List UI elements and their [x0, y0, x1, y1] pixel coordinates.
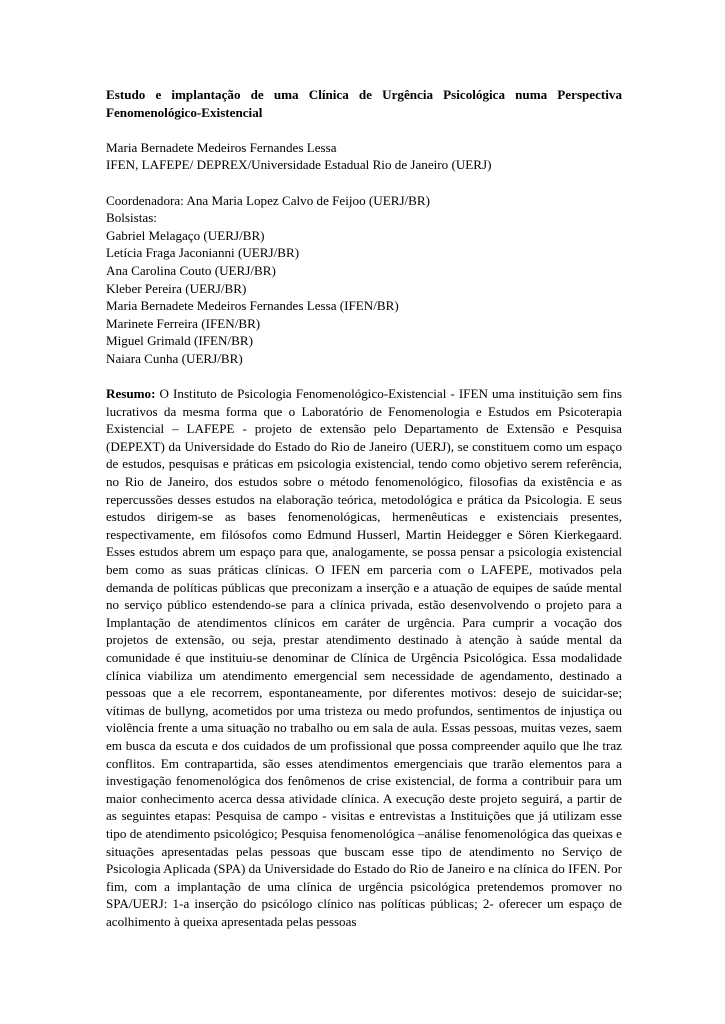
- scholar-item: Kleber Pereira (UERJ/BR): [106, 280, 247, 296]
- team-block: [106, 192, 622, 368]
- spacer: [106, 121, 622, 139]
- scholar-item: Gabriel Melagaço (UERJ/BR): [106, 227, 265, 243]
- spacer: [106, 174, 622, 192]
- author-name: Maria Bernadete Medeiros Fernandes Lessa: [106, 139, 337, 155]
- spacer: [106, 368, 622, 386]
- abstract-label: Resumo:: [106, 386, 156, 402]
- author-affiliation: IFEN, LAFEPE/ DEPREX/Universidade Estadual Rio de Janeiro (UERJ): [106, 157, 492, 173]
- abstract-text: O Instituto de Psicologia Fenomenológico-Existencial - IFEN uma instituição sem fins lucrativos da mesma forma que o Laboratório de Fenomenologia e Estudos em Psicoterapia Existencial – LAFEPE - projeto de extensão pelo Departamento de Extensão e Pesquisa (DEPEXT) da Universidade do Estado do Rio de Janeiro (UERJ), se constituem como um espaço de estudos, pesquisas e práticas em psicologia existencial, tendo como objetivo serem referência, no Rio de Janeiro, dos estudos sobre o método fenomenológico, filosofias da existência e as repercussões desses estudos na elaboração teórica, metodológica e prática da Psicologia. E seus estudos dirigem-se as bases fenomenológicas, hermenêuticas e existenciais presentes, respectivamente, em filósofos como Edmund Husserl, Martin Heidegger e Sören Kierkegaard. Esses estudos abrem um espaço para que, analogamente, se possa pensar a psicologia existencial bem como as suas práticas clínicas. O IFEN em parceria com o LAFEPE, motivados pela demanda de políticas públicas que preconizam a inserção e a atuação de equipes de saúde mental no serviço público estendendo-se para a clínica privada, estão desenvolvendo o projeto para a Implantação de atendimentos clínicos em caráter de urgência. Para cumprir a vocação dos projetos de extensão, ou seja, prestar atendimento destinado à atenção à saúde mental da comunidade é que instituiu-se denominar de Clínica de Urgência Psicológica. Essa modalidade clínica viabiliza um atendimento emergencial sem necessidade de agendamento, destinado a pessoas que a ele recorrem, espontaneamente, por diferentes motivos: desejo de suicidar-se; vítimas de bullyng, acometidos por uma tristeza ou medo profundos, sentimentos de injustiça ou violência frente a uma situação no trabalho ou em sala de aula. Essas pessoas, muitas vezes, saem em busca da escuta e dos cuidados de um profissional que possa compreender aquilo que lhe traz conflitos. Em contrapartida, são esses atendimentos emergenciais que trarão elementos para a investigação fenomenológica dos fenômenos de crise existencial, de forma a contribuir para um maior conhecimento acerca dessa atividade clínica. A execução deste projeto seguirá, a partir de as seguintes etapas: Pesquisa de campo - visitas e entrevistas a Instituições que já utilizam esse tipo de atendimento psicológico; Pesquisa fenomenológica –análise fenomenológica das queixas e situações apresentadas pelas pessoas que buscam esse tipo de atendimento no Serviço de Psicologia Aplicada (SPA) da Universidade do Estado do Rio de Janeiro e na clínica do IFEN. Por fim, com a implantação de uma clínica de urgência psicológica pretendemos promover no SPA/UERJ: 1-a inserção do psicólogo clínico nas políticas públicas; 2- oferecer um espaço de acolhimento à queixa apresentada pelas pessoas: [106, 386, 622, 929]
- author-block: [106, 139, 622, 174]
- scholar-item: Maria Bernadete Medeiros Fernandes Lessa (IFEN/BR): [106, 298, 399, 314]
- document-page: [106, 86, 622, 931]
- scholar-item: Ana Carolina Couto (UERJ/BR): [106, 262, 276, 278]
- scholar-item: Marinete Ferreira (IFEN/BR): [106, 315, 261, 331]
- scholars-label: Bolsistas:: [106, 210, 157, 226]
- coordinator: Coordenadora: Ana Maria Lopez Calvo de Feijoo (UERJ/BR): [106, 192, 430, 208]
- scholar-item: Naiara Cunha (UERJ/BR): [106, 350, 243, 366]
- abstract-paragraph: [106, 385, 622, 930]
- paper-title: Estudo e implantação de uma Clínica de Urgência Psicológica numa Perspectiva Fenomenológico-Existencial: [106, 87, 622, 120]
- scholar-item: Miguel Grimald (IFEN/BR): [106, 333, 253, 349]
- scholar-item: Letícia Fraga Jaconianni (UERJ/BR): [106, 245, 300, 261]
